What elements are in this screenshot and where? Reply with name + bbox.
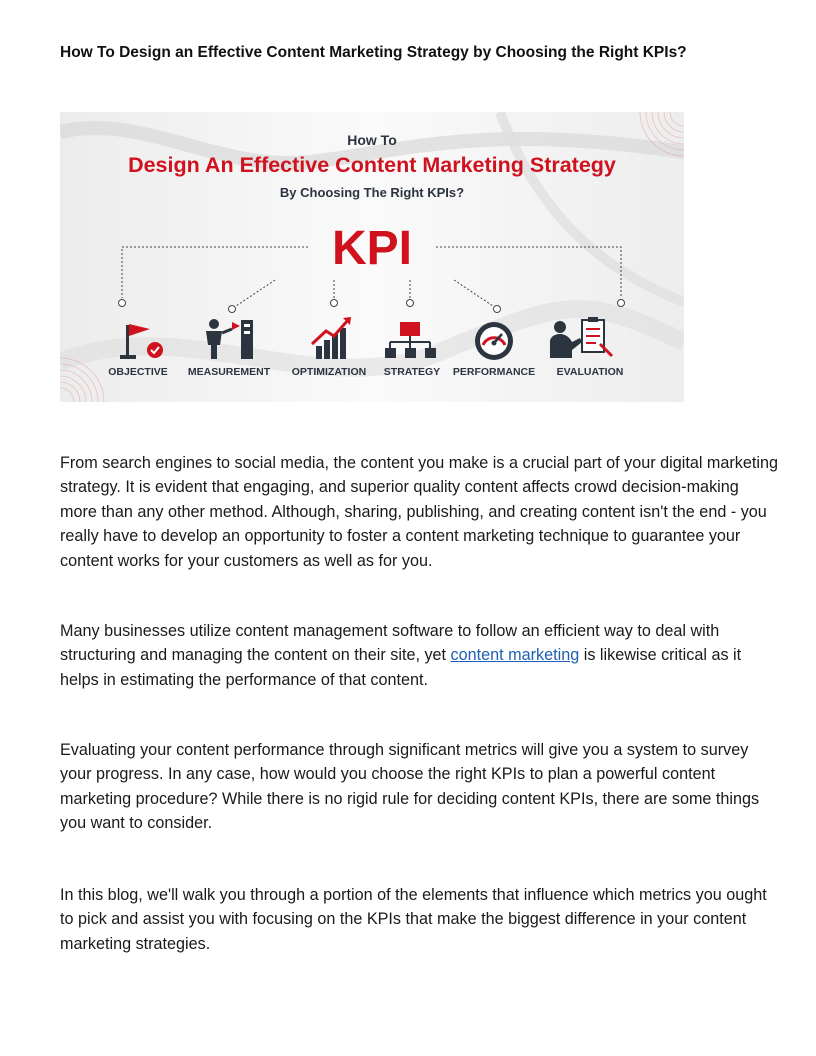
label-performance: PERFORMANCE xyxy=(452,366,536,378)
label-measurement: MEASUREMENT xyxy=(187,366,271,378)
content-marketing-link[interactable]: content marketing xyxy=(450,646,580,665)
gauge-icon xyxy=(475,322,513,360)
paragraph-evaluation: Evaluating your content performance through significant metrics will give you a system to survey your progress. In any case, how would you choose the right KPIs to plan a powerful content marketing procedure? While there is no rigid rule for deciding content KPIs, there are some things you want to consider. xyxy=(60,741,760,833)
paragraph-cms-text-a: Many businesses utilize content management software to follow an efficient way to deal with structuring and managing the content on their site, yet xyxy=(60,622,720,665)
banner-headline: Design An Effective Content Marketing Strategy xyxy=(128,153,616,177)
label-objective: OBJECTIVE xyxy=(108,366,168,378)
label-strategy: STRATEGY xyxy=(383,366,441,378)
label-optimization: OPTIMIZATION xyxy=(291,366,367,378)
paragraph-cms-text-b: is likewise critical as it helps in estimating the performance of that content. xyxy=(60,646,742,689)
paragraph-cms xyxy=(60,619,780,692)
paragraph-blog-intro: In this blog, we'll walk you through a portion of the elements that influence which metrics you ought to pick and assist you with focusing on the KPIs that make the biggest difference in your content marketing strategies. xyxy=(60,886,767,953)
checklist-person-icon xyxy=(550,317,612,358)
kpi-banner-image xyxy=(60,112,684,402)
document-title: How To Design an Effective Content Marketing Strategy by Choosing the Right KPIs? xyxy=(60,44,687,61)
paragraph-intro: From search engines to social media, the content you make is a crucial part of your digital marketing strategy. It is evident that engaging, and superior quality content affects crowd decision-making more than any other method. Although, sharing, publishing, and creating content isn't the end - you really have to develop an opportunity to foster a content marketing technique to guarantee your content works for your customers as well as for you. xyxy=(60,454,778,570)
label-evaluation: EVALUATION xyxy=(556,366,624,378)
banner-kpi-text: KPI xyxy=(331,222,413,275)
banner-line-how-to: How To xyxy=(347,132,397,148)
banner-subheadline: By Choosing The Right KPIs? xyxy=(279,185,465,200)
